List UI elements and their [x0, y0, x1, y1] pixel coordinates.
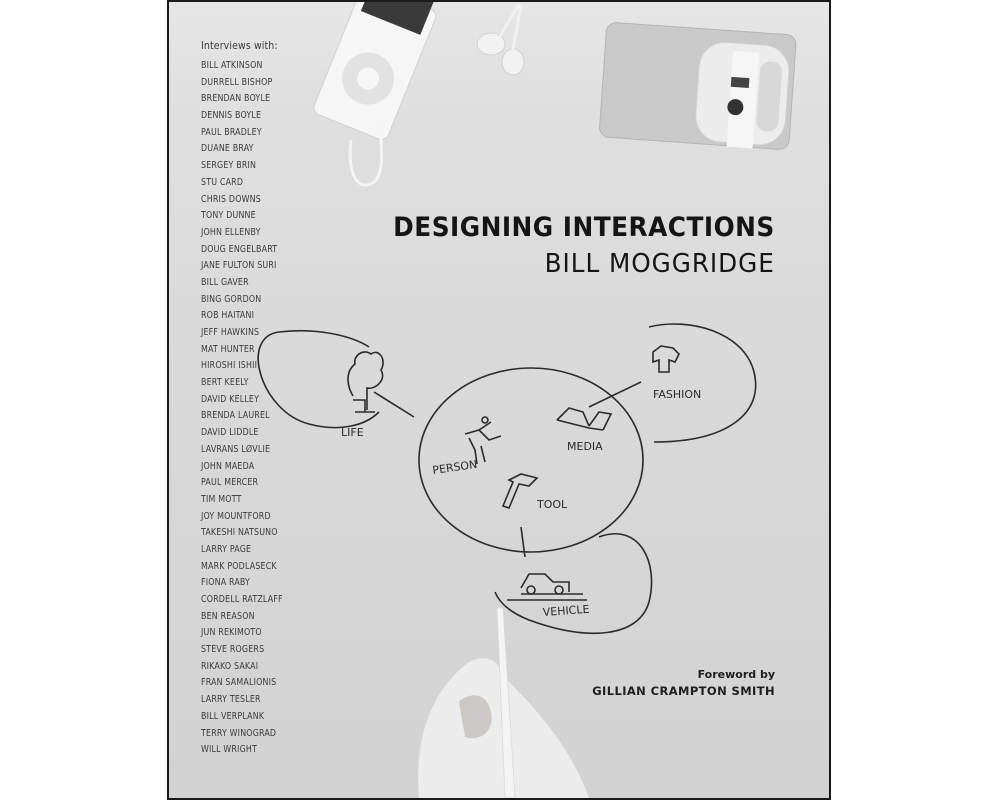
- title-block: [360, 212, 775, 279]
- sketch-label-media: MEDIA: [567, 440, 603, 453]
- list-item: DAVID KELLEY: [201, 393, 260, 405]
- car-icon: [507, 574, 587, 600]
- sketch-label-person: PERSON: [431, 457, 479, 477]
- list-item: STU CARD: [201, 176, 244, 188]
- list-item: JOHN MAEDA: [201, 460, 255, 472]
- list-item: PAUL MERCER: [201, 477, 259, 489]
- list-item: DOUG ENGELBART: [201, 243, 278, 255]
- book-cover: [167, 0, 831, 800]
- center-circle: [419, 368, 643, 552]
- list-item: MARK PODLASECK: [201, 560, 277, 572]
- list-item: DAVID LIDDLE: [201, 427, 259, 439]
- list-item: BING GORDON: [201, 293, 262, 305]
- foreword-label: Foreword by: [697, 668, 775, 681]
- list-item: JANE FULTON SURI: [201, 260, 277, 272]
- sketch-label-fashion: FASHION: [653, 388, 702, 401]
- shirt-icon: [653, 346, 679, 372]
- list-item: BILL ATKINSON: [201, 60, 263, 71]
- book-title: DESIGNING INTERACTIONS: [393, 212, 775, 243]
- fashion-circle: [649, 324, 756, 442]
- sketch-label-tool: TOOL: [537, 498, 568, 511]
- interviews-heading: Interviews with:: [201, 40, 278, 52]
- foreword-author: GILLIAN CRAMPTON SMITH: [592, 684, 775, 698]
- list-item: CORDELL RATZLAFF: [201, 594, 283, 605]
- list-item: JOHN ELLENBY: [201, 226, 261, 238]
- list-item: FRAN SAMALIONIS: [201, 677, 277, 689]
- list-item: LAVRANS LØVLIE: [201, 443, 271, 455]
- list-item: DURRELL BISHOP: [201, 76, 273, 88]
- foreword-block: [592, 668, 775, 698]
- hand-with-pen-image: [418, 608, 589, 798]
- list-item: LARRY TESLER: [201, 694, 261, 706]
- book-icon: [557, 408, 611, 430]
- interviewees-list-section: [201, 40, 294, 759]
- tree-icon: [348, 352, 383, 412]
- music-player-image: [312, 2, 442, 142]
- list-item: PAUL BRADLEY: [201, 126, 262, 138]
- list-item: JOY MOUNTFORD: [201, 510, 271, 522]
- sketch-label-vehicle: VEHICLE: [542, 602, 590, 619]
- list-item: DUANE BRAY: [201, 143, 254, 155]
- camera-phone-image: [599, 22, 797, 151]
- sketch-label-life: LIFE: [341, 426, 364, 439]
- list-item: BEN REASON: [201, 610, 255, 622]
- list-item: DENNIS BOYLE: [201, 110, 262, 122]
- list-item: BERT KEELY: [201, 377, 249, 389]
- list-item: TAKESHI NATSUNO: [201, 527, 278, 539]
- list-item: WILL WRIGHT: [201, 744, 258, 756]
- list-item: SERGEY BRIN: [201, 160, 257, 172]
- concept-sketch: [258, 324, 755, 633]
- hammer-icon: [503, 474, 537, 508]
- list-item: BRENDAN BOYLE: [201, 93, 271, 105]
- list-item: LARRY PAGE: [201, 543, 252, 555]
- list-item: BRENDA LAUREL: [201, 410, 270, 422]
- vehicle-circle: [495, 534, 652, 633]
- list-item: TONY DUNNE: [201, 210, 256, 222]
- list-item: BILL GAVER: [201, 276, 249, 288]
- book-author: BILL MOGGRIDGE: [544, 249, 775, 279]
- list-item: STEVE ROGERS: [201, 644, 265, 656]
- list-item: BILL VERPLANK: [201, 710, 265, 722]
- list-item: JEFF HAWKINS: [201, 327, 260, 338]
- list-item: FIONA RABY: [201, 577, 251, 589]
- list-item: RIKAKO SAKAI: [201, 660, 259, 672]
- list-item: JUN REKIMOTO: [201, 627, 262, 639]
- list-item: HIROSHI ISHII: [201, 360, 258, 372]
- list-item: TIM MOTT: [201, 493, 242, 505]
- earbuds-image: [477, 4, 524, 75]
- list-item: TERRY WINOGRAD: [201, 727, 277, 739]
- list-item: ROB HAITANI: [201, 310, 255, 322]
- list-item: MAT HUNTER: [201, 343, 255, 355]
- list-item: CHRIS DOWNS: [201, 193, 261, 205]
- interviewees-list: [201, 58, 294, 759]
